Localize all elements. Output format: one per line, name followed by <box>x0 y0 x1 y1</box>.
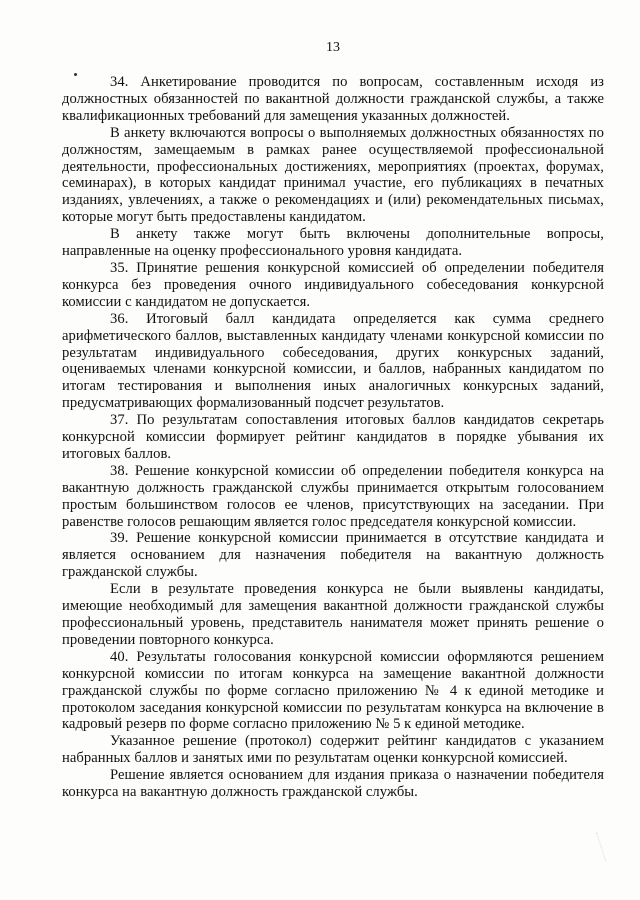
paragraph-34: 34. Анкетирование проводится по вопросам, составленным исходя из должностных обязанностей по вакантной должности гражданской службы, а также квалификационных требований для замещения указанных должностей. <box>62 74 604 124</box>
paragraph-decision-basis: Решение является основанием для издания приказа о назначении победителя конкурса на вакантную должность гражданской службы. <box>62 767 604 801</box>
paragraph-36: 36. Итоговый балл кандидата определяется как сумма среднего арифметического баллов, выставленных кандидату членами конкурсной комиссии по результатам индивидуального собеседования, других конкурсных заданий, оцениваемых членами конкурсной комиссии, и баллов, набранных кандидатом по итогам тестирования и выполнения иных аналогичных конкурсных заданий, предусматривающих формализованный подсчет результатов. <box>62 310 604 412</box>
paragraph-decision-rating: Указанное решение (протокол) содержит рейтинг кандидатов с указанием набранных баллов и занятых ими по результатам оценки конкурсной комиссией. <box>62 733 604 767</box>
paragraph-35: 35. Принятие решения конкурсной комиссией об определении победителя конкурса без проведения очного индивидуального собеседования конкурсной комиссии с кандидатом не допускается. <box>62 259 604 310</box>
paragraph-38: 38. Решение конкурсной комиссии об определении победителя конкурса на вакантную должность гражданской службы принимается открытым голосованием простым большинством голосов ее членов, присутствующих на заседании. При равенстве голосов решающим является голос председателя конкурсной комиссии. <box>62 462 604 530</box>
scan-artifact <box>583 832 607 865</box>
paragraph-37: 37. По результатам сопоставления итоговых баллов кандидатов секретарь конкурсной комиссии формирует рейтинг кандидатов в порядке убывания их итоговых баллов. <box>62 412 604 462</box>
paragraph-39: 39. Решение конкурсной комиссии принимается в отсутствие кандидата и является основанием для назначения победителя на вакантную должность гражданской службы. <box>62 530 604 581</box>
paragraph-questionnaire-extra: В анкету также могут быть включены дополнительные вопросы, направленные на оценку профессионального уровня кандидата. <box>62 226 604 260</box>
scan-speck <box>74 73 77 76</box>
page-number: 13 <box>326 40 340 55</box>
paragraph-questionnaire-content: В анкету включаются вопросы о выполняемых должностных обязанностях по должностям, замещаемым в рамках ранее осуществляемой профессиональной деятельности, профессиональных достижениях, мероприятиях (проектах, форумах, семинарах), в которых кандидат принимал участие, его публикациях в печатных изданиях, увлечениях, а также о рекомендациях и (или) рекомендательных письмах, которые могут быть предоставлены кандидатом. <box>62 124 604 226</box>
paragraph-40: 40. Результаты голосования конкурсной комиссии оформляются решением конкурсной комиссии по итогам конкурса на замещение вакантной должности гражданской службы по форме согласно приложению № 4 к единой методике и протоколом заседания конкурсной комиссии по результатам конкурса на включение в кадровый резерв по форме согласно приложению № 5 к единой методике. <box>62 648 604 733</box>
paragraph-repeat-contest: Если в результате проведения конкурса не были выявлены кандидаты, имеющие необходимый для замещения вакантной должности гражданской службы профессиональный уровень, представитель нанимателя может принять решение о проведении повторного конкурса. <box>62 581 604 648</box>
document-body <box>62 74 604 801</box>
